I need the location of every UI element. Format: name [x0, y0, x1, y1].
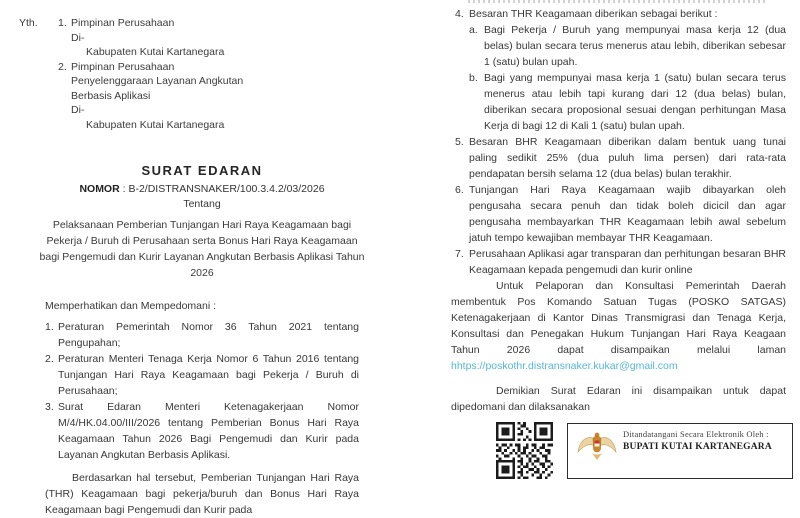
item-number: 5. [455, 136, 464, 148]
item-text: Tunjangan Hari Raya Keagamaan wajib dibayarkan oleh pengusaha secara penuh dan tidak boleh dicicil dan agar pengusaha membayarkan THR Keagamaan lebih awal sebelum jatuh tempo kewajiban membayar THR Keagamaan. [469, 184, 786, 244]
signature-box [567, 423, 793, 479]
circular-item [455, 182, 786, 246]
signature-text [623, 424, 772, 452]
number-value: : B-2/DISTRANSNAKER/100.3.4.2/03/2026 [119, 183, 325, 195]
posko-link-anchor[interactable]: hhtps://poskothr.distransnaker.kukar@gmail.com [451, 360, 678, 372]
about-label: Tentang [183, 198, 221, 210]
address-line: Penyelenggaraan Layanan Angkutan [71, 75, 244, 87]
consideration-item [45, 399, 359, 463]
address-place: Kabupaten Kutai Kartanegara [86, 118, 225, 131]
signed-by-label: Ditandatangani Secara Elektronik Oleh : [623, 429, 769, 439]
garuda-emblem-icon [577, 427, 617, 461]
posko-paragraph: Untuk Pelaporan dan Konsultasi Pemerintah Daerah membentuk Pos Komando Satuan Tugas (POSKO SATGAS) Ketenagakerjaan di Kantor Dinas Transmigrasi dan Tenaga Kerja, Konsultasi dan Penegakan Hukum Tunjangan Hari Raya Keagaan Tahun 2026 dapat disampaikan melalui laman [451, 280, 786, 356]
recipient-lines [71, 16, 224, 60]
page-2 [451, 0, 786, 482]
consideration-list [45, 319, 359, 463]
circular-item [455, 6, 786, 22]
item-number: 2. [45, 353, 54, 365]
subitem-text: Bagi Pekerja / Buruh yang mempunyai masa kerja 12 (dua belas) bulan secara terus menerus atau lebih, diberikan sebesar 1 (satu) bulan upah. [484, 24, 786, 68]
subitem-text: Bagi yang mempunyai masa kerja 1 (satu) bulan secara terus menerus atau lebih tapi kurang dari 12 (dua belas) bulan, diberikan secara proposional sesuai dengan perhitungan Masa Kerja di bagi 12 di Kali 1 (satu) bulan upah. [484, 72, 786, 132]
consideration-item [45, 351, 359, 399]
item-number: 7. [455, 248, 464, 260]
address-line: Di- [71, 31, 85, 44]
number-label: NOMOR [79, 183, 120, 195]
letter-subject: Pelaksanaan Pemberian Tunjangan Hari Raya Keagamaan bagi Pekerja / Buruh di Perusahaan serta Bonus Hari Raya Keagamaan bagi Pengemudi dan Kurir Layanan Angkutan Berbasis Aplikasi Tahun 2026 [39, 219, 365, 279]
item-text: Surat Edaran Menteri Ketenagakerjaan Nomor M/4/HK.04.00/III/2026 tentang Pemberian Bonus Hari Raya Keagamaan Tahun 2026 Bagi Pengemudi dan Kurir pada Layanan Angkutan Berbasis Aplikasi. [58, 401, 359, 461]
address-line: Berbasis Aplikasi [71, 89, 151, 102]
item-number: 1. [45, 321, 54, 333]
item-number: 4. [455, 8, 464, 20]
circular-item [455, 134, 786, 182]
signature-block [451, 422, 786, 482]
recipient-list [58, 16, 243, 132]
consideration-item [45, 319, 359, 351]
item-number: 3. [45, 401, 54, 413]
qr-code [496, 422, 553, 479]
item-text: Besaran THR Keagamaan diberikan sebagai berikut : [469, 8, 718, 20]
letter-title: SURAT EDARAN [141, 163, 263, 178]
address-line: Pimpinan Perusahaan [71, 60, 175, 73]
recipient-number: 1. [58, 17, 67, 29]
subitem-letter: b. [469, 72, 478, 84]
circular-subitem [469, 70, 786, 134]
address-line: Di- [71, 104, 85, 116]
signed-by-name: BUPATI KUTAI KARTANEGARA [623, 442, 772, 452]
salutation: Yth. [19, 17, 38, 29]
item-number: 6. [455, 184, 464, 196]
item-text: Besaran BHR Keagamaan diberikan dalam bentuk uang tunai paling sedikit 25% (dua puluh lima persen) dari rata-rata pendapatan bersih selama 12 (dua belas) bulan terakhir. [469, 136, 786, 180]
recipient-item [58, 60, 243, 133]
clipped-text-line [468, 0, 766, 3]
address-place: Kabupaten Kutai Kartanegara [86, 46, 225, 58]
page2-closing-paragraph: Demikian Surat Edaran ini disampaikan untuk dapat dipedomani dan dilaksanakan [451, 385, 786, 413]
item-text: Peraturan Menteri Tenaga Kerja Nomor 6 Tahun 2016 tentang Tunjangan Hari Raya Keagamaan bagi Pekerja / Buruh di Perusahaan; [58, 353, 359, 397]
preamble-heading: Memperhatikan dan Mempedomani : [45, 300, 217, 312]
recipient-number: 2. [58, 60, 67, 73]
addressee-block [19, 0, 385, 132]
address-line: Pimpinan Perusahaan [71, 17, 175, 29]
circular-subitem [469, 22, 786, 70]
circular-item [455, 246, 786, 278]
page1-closing-paragraph: Berdasarkan hal tersebut, Pemberian Tunjangan Hari Raya (THR) Keagamaan bagi pekerja/buruh dan Bonus Hari Raya Keagamaan bagi Pengemudi dan Kurir pada [45, 472, 359, 516]
item-text: Peraturan Pemerintah Nomor 36 Tahun 2021 tentang Pengupahan; [58, 321, 359, 349]
letter-number [19, 183, 385, 195]
recipient-lines [71, 60, 243, 133]
posko-link[interactable] [451, 358, 786, 374]
recipient-item [58, 16, 243, 60]
subitem-letter: a. [469, 24, 478, 36]
page-1 [19, 0, 385, 518]
item-text: Perusahaan Aplikasi agar transparan dan perhitungan besaran BHR Keagamaan kepada pengemudi dan kurir online [469, 248, 786, 276]
